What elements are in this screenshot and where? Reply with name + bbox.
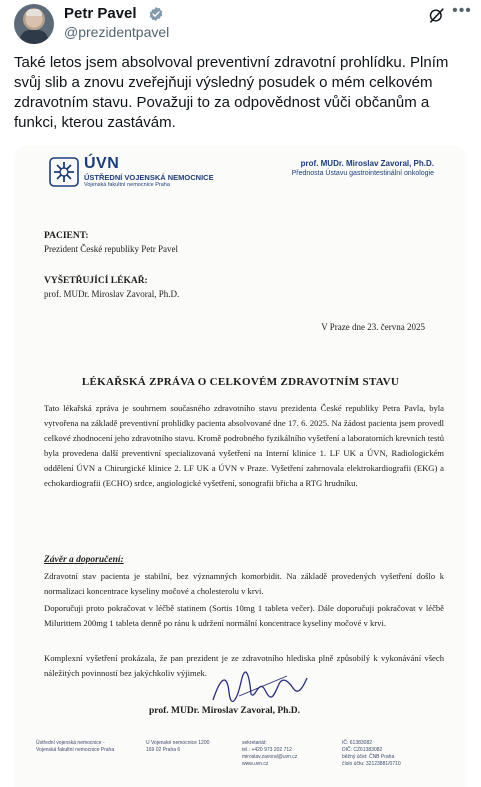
patient-label: PACIENT: (44, 231, 89, 241)
display-name[interactable]: Petr Pavel (64, 5, 137, 22)
doctor-label: VYŠETŘUJÍCÍ LÉKAŘ: (44, 276, 148, 286)
report-title: LÉKAŘSKÁ ZPRÁVA O CELKOVÉM ZDRAVOTNÍM STAVU (81, 376, 400, 388)
report-intro: Tato lékařská zpráva je souhrnem současného zdravotního stavu prezidenta České republiky Petra Pavla, byla vytvořena na základě preventivní prohlídky pacienta absolvované dne 17. 6. 2025. Na žádost pacienta jsem provedl celkové zhodnocení jeho zdravotního stavu. Kromě podrobného fyzikálního vyšetření a laboratorních krevních testů byla provedena další preventivní specializovaná vyšetření na Interní klinice 1. LF UK a ÚVN, Radiologickém oddělení ÚVN a Chirurgické klinice 2. LF UK a ÚVN v Praze. Vyšetření zahrnovala elektrokardiografii (EKG) a echokardiografii (ECHO) srdce, angiologické vyšetření, sonografii břicha a RTG hrudníku. (44, 403, 444, 488)
conclusion-paragraph-2: Doporučuji proto pokračovat v léčbě statinem (Sortis 10mg 1 tableta večer). Dále doporučuji pokračovat v léčbě Milurittem 200mg 1 tableta denně po ránu k udržení normální koncentrace kyseliny močové v krvi. (44, 603, 444, 628)
uvn-logo-icon (49, 157, 79, 187)
footer-address-street: U Vojenské nemocnice 1200 169 02 Praha 6 (146, 740, 210, 753)
more-icon[interactable]: ••• (452, 2, 472, 19)
footer-address-name: Ústřední vojenská nemocnice - Vojenská fakultní nemocnice Praha (36, 740, 115, 753)
header-doctor-name: prof. MUDr. Miroslav Zavoral, Ph.D. (300, 159, 434, 168)
signature-name: prof. MUDr. Miroslav Zavoral, Ph.D. (149, 706, 301, 716)
footer-bank: IČ: 61383082 DIČ: CZ61383082 běžný účet: ČNB Praha číslo účtu: 32123881/0710 (342, 740, 401, 767)
hospital-full-name: ÚSTŘEDNÍ VOJENSKÁ NEMOCNICE (84, 173, 214, 182)
post-text: Také letos jsem absolvoval preventivní zdravotní prohlídku. Plním svůj slib a znovu zveřejňuji výsledný posudek o mém celkovém zdravotním stavu. Považuji to za odpovědnost vůči občanům a funkci, kterou zastávám. (14, 54, 449, 131)
handle[interactable]: @prezidentpavel (64, 24, 170, 40)
footer-contact: sekretariát: tel.: +420 973 202 712 miroslav.zavoral@uvn.cz www.uvn.cz (242, 740, 298, 767)
conclusion-paragraph-3: Komplexní vyšetření prokázala, že pan prezident je ze zdravotního hlediska plně způsobilý k vykonávání všech náležitých povinností bez jakýchkoliv výjimek. (44, 653, 444, 678)
attached-document-image[interactable] (14, 145, 467, 787)
verified-badge-icon (148, 6, 164, 22)
doctor-value: prof. MUDr. Miroslav Zavoral, Ph.D. (44, 289, 180, 299)
hospital-sub-name: Vojenská fakultní nemocnice Praha (84, 182, 170, 188)
patient-value: Prezident České republiky Petr Pavel (44, 244, 178, 254)
header-doctor-role: Přednosta Ústavu gastrointestinální onkologie (291, 170, 434, 177)
conclusion-paragraph-1: Zdravotní stav pacienta je stabilní, bez významných komorbidit. Na základě provedených vyšetření došlo k normalizaci koncentrace kyseliny močové a cholesterolu v krvi. (44, 571, 444, 596)
avatar[interactable] (14, 4, 54, 44)
grok-icon[interactable] (428, 7, 445, 24)
hospital-logo-name: ÚVN (84, 155, 120, 172)
report-date: V Praze dne 23. června 2025 (321, 322, 425, 332)
conclusion-heading: Závěr a doporučení: (44, 555, 124, 565)
post-header (0, 0, 481, 44)
signature-icon (209, 670, 309, 706)
